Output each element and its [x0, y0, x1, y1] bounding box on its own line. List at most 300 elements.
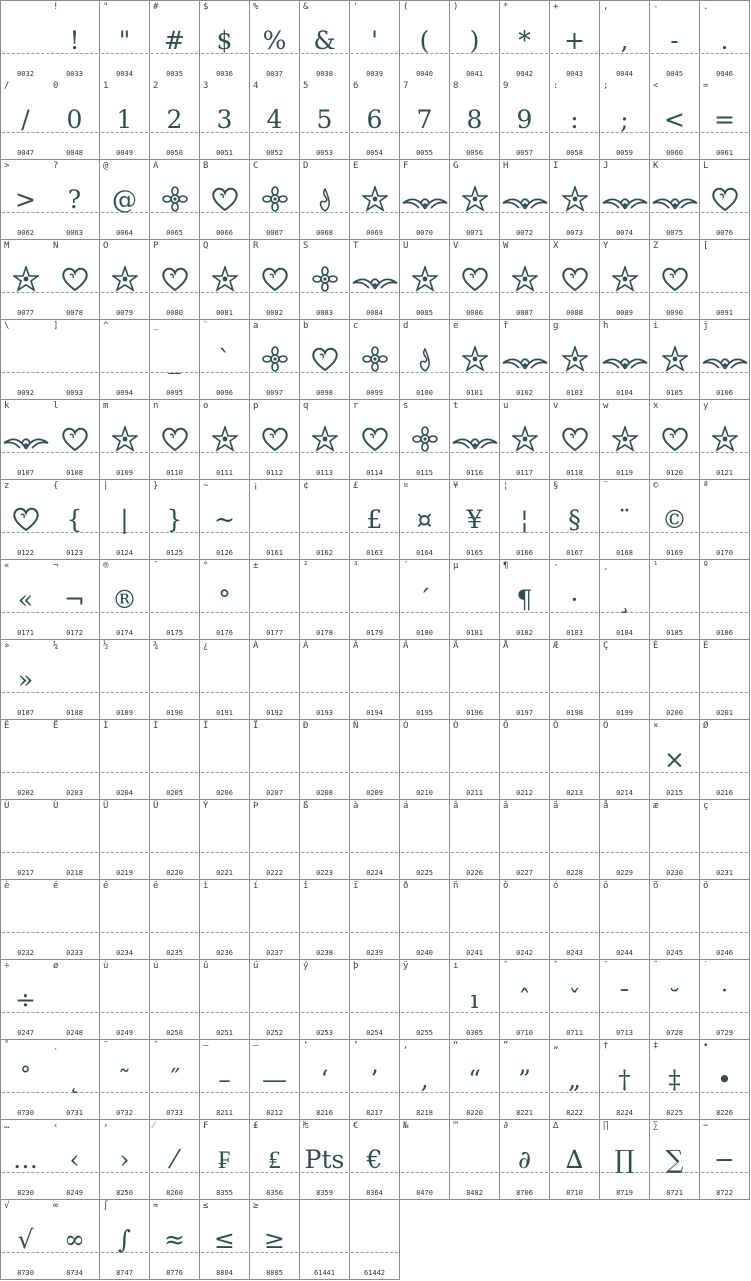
ornament-star-icon — [600, 412, 649, 456]
ornament-heart-icon — [350, 412, 399, 456]
char-code: 0249 — [116, 1029, 133, 1037]
character-label: P — [153, 241, 159, 251]
character-label: b — [303, 321, 309, 331]
glyph-sample: © — [662, 505, 687, 534]
glyph-sample — [700, 492, 749, 536]
glyph-cell — [650, 880, 700, 960]
glyph-sample: ˛ — [68, 1065, 81, 1094]
character-label: 1 — [103, 81, 109, 91]
glyph-sample: @ — [112, 185, 137, 214]
glyph-sample: ° — [218, 585, 231, 614]
glyph-cell — [100, 1120, 150, 1200]
character-label: Á — [303, 641, 309, 651]
character-label: n — [153, 401, 159, 411]
glyph-sample: ⁄ — [172, 1145, 177, 1174]
character-label: Ò — [403, 721, 409, 731]
glyph-cell — [250, 720, 300, 800]
glyph-cell — [150, 480, 200, 560]
char-code: 0085 — [416, 309, 433, 317]
char-code: 0199 — [616, 709, 633, 717]
char-code: 0117 — [516, 469, 533, 477]
char-code: 0069 — [366, 229, 383, 237]
glyph-sample — [150, 972, 199, 1016]
ornament-star-icon — [1, 252, 50, 296]
char-code: 0110 — [166, 469, 183, 477]
character-label: • — [703, 1041, 709, 1051]
char-code: 0067 — [266, 229, 283, 237]
char-code: 61442 — [363, 1269, 386, 1277]
char-code: 0073 — [566, 229, 583, 237]
character-label: Ï — [253, 721, 259, 731]
character-label: Å — [503, 641, 509, 651]
char-code: 0175 — [166, 629, 183, 637]
glyph-sample — [100, 892, 149, 936]
character-label: € — [353, 1121, 359, 1131]
char-code: 0108 — [66, 469, 83, 477]
char-code: 0114 — [366, 469, 383, 477]
char-code: 0084 — [366, 309, 383, 317]
glyph-cell — [700, 960, 750, 1040]
glyph-cell — [100, 400, 150, 480]
glyph-sample — [450, 812, 499, 856]
character-label: ˝ — [153, 1041, 159, 1051]
character-label: ¹ — [653, 561, 659, 571]
character-label: ´ — [403, 561, 409, 571]
glyph-sample: ” — [518, 1065, 531, 1094]
character-label: ‘ — [303, 1041, 309, 1051]
glyph-sample — [200, 812, 249, 856]
char-code: 8719 — [616, 1189, 633, 1197]
glyph-sample — [450, 652, 499, 696]
character-label: r — [353, 401, 359, 411]
character-label: s — [403, 401, 409, 411]
char-code: 0125 — [166, 549, 183, 557]
character-label: ® — [103, 561, 109, 571]
glyph-sample — [100, 332, 149, 376]
char-code: 0098 — [316, 389, 333, 397]
ornament-heart-icon — [700, 172, 749, 216]
character-label: ‚ — [403, 1041, 409, 1051]
glyph-cell — [500, 880, 550, 960]
character-label: Ö — [603, 721, 609, 731]
character-label: ë — [153, 881, 159, 891]
glyph-cell — [700, 720, 750, 800]
char-code: 0100 — [416, 389, 433, 397]
glyph-sample: 7 — [416, 105, 433, 134]
glyph-sample: — — [262, 1065, 287, 1094]
glyph-cell — [600, 400, 650, 480]
glyph-cell — [500, 240, 550, 320]
char-code: 0185 — [666, 629, 683, 637]
char-code: 0732 — [116, 1109, 133, 1117]
glyph-sample: 0 — [66, 105, 83, 134]
glyph-cell — [200, 160, 250, 240]
glyph-cell — [150, 400, 200, 480]
character-label: / — [4, 81, 10, 91]
glyph-sample: ¨ — [618, 505, 631, 534]
char-code: 0198 — [566, 709, 583, 717]
char-code: 0060 — [666, 149, 683, 157]
character-label: ˇ — [553, 961, 559, 971]
character-label: Ó — [453, 721, 459, 731]
character-label: × — [653, 721, 659, 731]
glyph-cell — [50, 480, 100, 560]
character-label: ? — [53, 161, 59, 171]
glyph-cell — [200, 0, 250, 81]
glyph-sample — [550, 812, 599, 856]
glyph-sample — [350, 572, 399, 616]
glyph-cell — [100, 240, 150, 320]
character-label: – — [203, 1041, 209, 1051]
glyph-cell — [350, 80, 400, 160]
char-code: 0096 — [216, 389, 233, 397]
character-label: | — [103, 481, 109, 491]
glyph-cell — [600, 320, 650, 400]
char-code: 0076 — [716, 229, 733, 237]
char-code: 0253 — [316, 1029, 333, 1037]
char-code: 0036 — [216, 70, 233, 78]
glyph-cell — [250, 560, 300, 640]
char-code: 0046 — [716, 70, 733, 78]
glyph-sample — [500, 732, 549, 776]
char-code: 0194 — [366, 709, 383, 717]
character-label: : — [553, 81, 559, 91]
glyph-sample — [500, 812, 549, 856]
glyph-cell — [550, 640, 600, 720]
ornament-flame-icon — [300, 172, 349, 216]
character-label: ß — [303, 801, 309, 811]
glyph-cell — [0, 720, 51, 800]
glyph-cell — [150, 800, 200, 880]
glyph-sample: $ — [216, 26, 233, 55]
ornament-heart-icon — [50, 252, 99, 296]
glyph-sample: • — [717, 1065, 732, 1094]
char-code: 0190 — [166, 709, 183, 717]
glyph-cell — [50, 80, 100, 160]
glyph-cell — [200, 720, 250, 800]
ornament-heart-icon — [550, 412, 599, 456]
glyph-sample: ∞ — [64, 1225, 85, 1254]
char-code: 0223 — [316, 869, 333, 877]
glyph-sample: ? — [67, 185, 82, 214]
glyph-sample: ≤ — [214, 1225, 235, 1254]
char-code: 0118 — [566, 469, 583, 477]
character-label: J — [603, 161, 609, 171]
glyph-cell — [100, 560, 150, 640]
ornament-heart-icon — [550, 252, 599, 296]
character-label: B — [203, 161, 209, 171]
glyph-cell — [100, 320, 150, 400]
ornament-star-icon — [450, 172, 499, 216]
ornament-flower-icon — [250, 332, 299, 376]
char-code: 0056 — [466, 149, 483, 157]
char-code: 8706 — [516, 1189, 533, 1197]
glyph-sample — [650, 652, 699, 696]
glyph-cell — [600, 1120, 650, 1200]
glyph-sample: % — [262, 26, 287, 55]
glyph-cell — [450, 960, 500, 1040]
char-code: 0195 — [416, 709, 433, 717]
char-code: 0062 — [17, 229, 34, 237]
glyph-cell — [350, 1120, 400, 1200]
glyph-cell — [700, 1040, 750, 1120]
char-code: 8217 — [366, 1109, 383, 1117]
char-code: 0202 — [17, 789, 34, 797]
glyph-sample: , — [620, 26, 629, 55]
character-label: % — [253, 2, 259, 12]
glyph-sample: < — [664, 105, 685, 134]
glyph-sample — [400, 1132, 449, 1176]
character-label: Î — [203, 721, 209, 731]
char-code: 8216 — [316, 1109, 333, 1117]
glyph-sample: _ — [168, 345, 181, 374]
character-label: F — [403, 161, 409, 171]
character-label: · — [553, 561, 559, 571]
char-code: 0059 — [616, 149, 633, 157]
char-code: 0106 — [716, 389, 733, 397]
character-label: ø — [53, 961, 59, 971]
character-label: ý — [303, 961, 309, 971]
glyph-sample — [300, 652, 349, 696]
char-code: 0061 — [716, 149, 733, 157]
glyph-cell — [100, 1200, 150, 1280]
character-label: „ — [553, 1041, 559, 1051]
character-label: Ü — [153, 801, 159, 811]
glyph-cell — [650, 720, 700, 800]
character-label: ) — [453, 2, 459, 12]
char-code: 0105 — [666, 389, 683, 397]
glyph-sample — [1, 732, 50, 776]
character-label: è — [4, 881, 10, 891]
char-code: 0093 — [66, 389, 83, 397]
char-code: 8356 — [266, 1189, 283, 1197]
glyph-cell — [300, 880, 350, 960]
char-code: 0172 — [66, 629, 83, 637]
glyph-sample — [50, 892, 99, 936]
char-code: 0038 — [316, 70, 333, 78]
glyph-cell — [350, 960, 400, 1040]
glyph-cell — [550, 1120, 600, 1200]
char-code: 0163 — [366, 549, 383, 557]
char-code: 8776 — [166, 1269, 183, 1277]
glyph-sample — [250, 972, 299, 1016]
character-label: ì — [203, 881, 209, 891]
character-label: Ê — [4, 721, 10, 731]
character-label: O — [103, 241, 109, 251]
glyph-sample — [650, 812, 699, 856]
glyph-sample: & — [313, 26, 336, 55]
glyph-sample — [50, 652, 99, 696]
glyph-cell — [550, 960, 600, 1040]
glyph-cell — [450, 1120, 500, 1200]
char-code: 0045 — [666, 70, 683, 78]
char-code: 0112 — [266, 469, 283, 477]
character-label: U — [403, 241, 409, 251]
character-label: 0 — [53, 81, 59, 91]
glyph-cell — [700, 480, 750, 560]
character-label: â — [453, 801, 459, 811]
character-label: ÿ — [403, 961, 409, 971]
glyph-sample — [250, 572, 299, 616]
char-code: 0206 — [216, 789, 233, 797]
glyph-sample: « — [17, 585, 34, 614]
glyph-cell — [400, 800, 450, 880]
character-label: v — [553, 401, 559, 411]
char-code: 0731 — [66, 1109, 83, 1117]
char-code: 0057 — [516, 149, 533, 157]
glyph-cell — [400, 880, 450, 960]
glyph-sample: ≈ — [164, 1225, 185, 1254]
char-code: 0161 — [266, 549, 283, 557]
ornament-heart-icon — [250, 252, 299, 296]
glyph-cell — [150, 80, 200, 160]
glyph-cell — [250, 480, 300, 560]
glyph-cell — [400, 560, 450, 640]
char-code: 0211 — [466, 789, 483, 797]
character-label: ` — [203, 321, 209, 331]
character-label: ^ — [103, 321, 109, 331]
character-label: Û — [103, 801, 109, 811]
glyph-cell — [150, 720, 200, 800]
char-code: 0178 — [316, 629, 333, 637]
character-label: m — [103, 401, 109, 411]
glyph-cell — [100, 800, 150, 880]
character-label: ~ — [203, 481, 209, 491]
char-code: 0042 — [516, 70, 533, 78]
character-label: 6 — [353, 81, 359, 91]
glyph-cell — [650, 1120, 700, 1200]
ornament-flower-icon — [400, 412, 449, 456]
glyph-sample: € — [366, 1145, 383, 1174]
glyph-sample: : — [570, 105, 579, 134]
character-label: … — [4, 1121, 10, 1131]
glyph-sample: > — [15, 185, 36, 214]
character-label: ∑ — [653, 1121, 659, 1131]
glyph-sample — [150, 732, 199, 776]
char-code: 0711 — [566, 1029, 583, 1037]
ornament-heart-icon — [150, 412, 199, 456]
character-label: # — [153, 2, 159, 12]
glyph-sample: › — [119, 1145, 130, 1174]
glyph-sample — [450, 572, 499, 616]
glyph-sample: ∏ — [614, 1145, 635, 1174]
character-label: å — [603, 801, 609, 811]
char-code: 8218 — [416, 1109, 433, 1117]
glyph-cell — [250, 240, 300, 320]
glyph-sample: ¥ — [466, 505, 483, 534]
character-label: ˚ — [4, 1041, 10, 1051]
glyph-sample: § — [568, 505, 581, 534]
glyph-cell — [600, 0, 650, 81]
glyph-cell — [300, 320, 350, 400]
character-label: Ù — [4, 801, 10, 811]
character-label: ò — [503, 881, 509, 891]
char-code: 0058 — [566, 149, 583, 157]
glyph-cell — [500, 0, 550, 81]
glyph-cell — [350, 480, 400, 560]
ornament-heart-icon — [1, 492, 50, 536]
char-code: 8364 — [366, 1189, 383, 1197]
char-code: 0221 — [216, 869, 233, 877]
char-code: 0071 — [466, 229, 483, 237]
glyph-cell — [300, 960, 350, 1040]
char-code: 0072 — [516, 229, 533, 237]
glyph-cell — [250, 1120, 300, 1200]
char-code: 0188 — [66, 709, 83, 717]
glyph-cell — [500, 320, 550, 400]
glyph-cell — [600, 960, 650, 1040]
character-label: ¯ — [153, 561, 159, 571]
ornament-star-icon — [650, 332, 699, 376]
character-label: − — [703, 1121, 709, 1131]
character-label: 7 — [403, 81, 409, 91]
glyph-cell — [250, 0, 300, 81]
char-code: 0081 — [216, 309, 233, 317]
char-code: 0213 — [566, 789, 583, 797]
character-label: û — [203, 961, 209, 971]
char-code: 8721 — [666, 1189, 683, 1197]
glyph-cell — [650, 960, 700, 1040]
glyph-sample: 1 — [116, 105, 133, 134]
ornament-star-icon — [600, 252, 649, 296]
glyph-cell — [350, 640, 400, 720]
char-code: 61441 — [313, 1269, 336, 1277]
glyph-cell — [0, 400, 51, 480]
glyph-cell — [150, 560, 200, 640]
character-label: — — [253, 1041, 259, 1051]
ornament-star-icon — [700, 412, 749, 456]
character-label: ’ — [353, 1041, 359, 1051]
glyph-cell — [700, 880, 750, 960]
glyph-cell — [100, 160, 150, 240]
glyph-cell — [700, 0, 750, 81]
glyph-sample — [150, 652, 199, 696]
char-code: 0120 — [666, 469, 683, 477]
glyph-cell — [450, 800, 500, 880]
character-label: D — [303, 161, 309, 171]
glyph-cell — [200, 80, 250, 160]
glyph-sample — [300, 972, 349, 1016]
char-code: 0064 — [116, 229, 133, 237]
char-code: 8730 — [17, 1269, 34, 1277]
char-code: 0214 — [616, 789, 633, 797]
glyph-sample: " — [118, 26, 131, 55]
glyph-cell — [200, 1120, 250, 1200]
character-label: q — [303, 401, 309, 411]
glyph-cell — [400, 1040, 450, 1120]
glyph-sample: 5 — [316, 105, 333, 134]
character-label: ÷ — [4, 961, 10, 971]
glyph-sample: 2 — [166, 105, 183, 134]
character-label: † — [603, 1041, 609, 1051]
glyph-cell — [150, 880, 200, 960]
glyph-sample: ˜ — [118, 1065, 131, 1094]
char-code: 0233 — [66, 949, 83, 957]
char-code: 0086 — [466, 309, 483, 317]
character-label: Ú — [53, 801, 59, 811]
glyph-cell — [50, 1200, 100, 1280]
glyph-sample — [300, 1212, 349, 1256]
char-code: 0204 — [116, 789, 133, 797]
glyph-cell — [400, 80, 450, 160]
character-label: h — [603, 321, 609, 331]
glyph-sample: ‹ — [69, 1145, 80, 1174]
character-label: M — [4, 241, 10, 251]
glyph-cell — [0, 1040, 51, 1120]
glyph-cell — [500, 400, 550, 480]
character-label: ˛ — [53, 1041, 59, 1051]
glyph-cell — [100, 880, 150, 960]
